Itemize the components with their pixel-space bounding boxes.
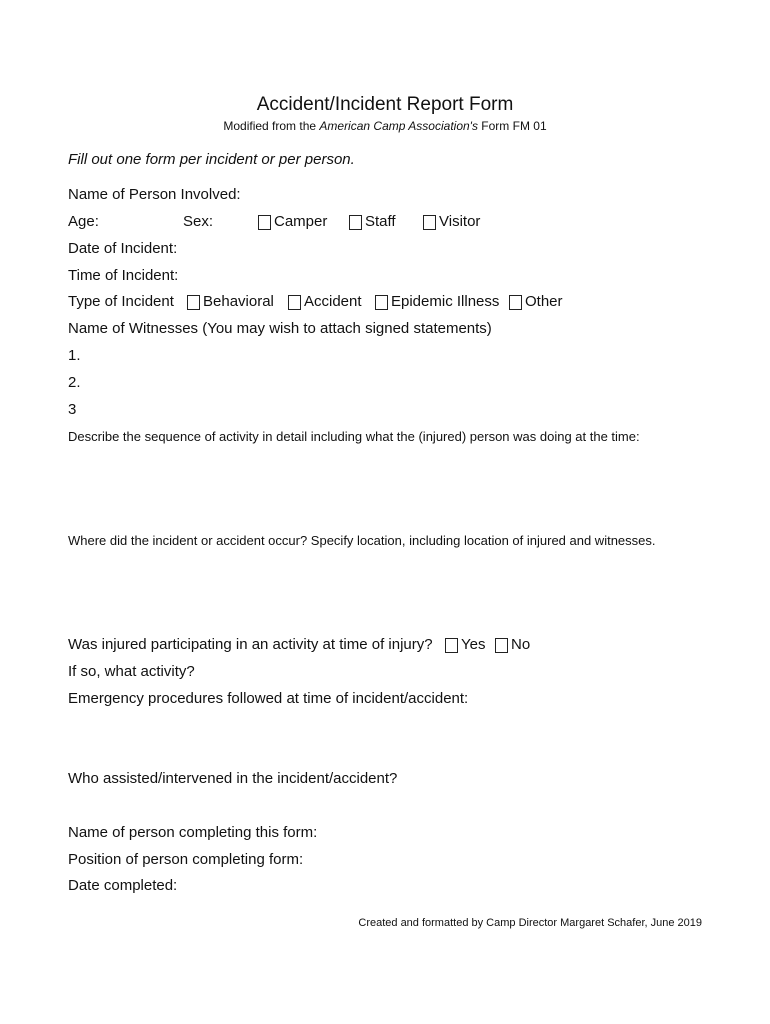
epidemic-illness-checkbox[interactable] [375,295,388,310]
form-title: Accident/Incident Report Form [256,94,514,115]
subtitle-source: American Camp Association's [319,119,478,133]
type-incident-label: Type of Incident [68,293,174,310]
yes-checkbox[interactable] [445,638,458,653]
accident-label: Accident [304,293,362,310]
no-option[interactable] [495,636,530,654]
other-checkbox[interactable] [509,295,522,310]
no-checkbox[interactable] [495,638,508,653]
sex-label: Sex: [183,213,214,230]
visitor-label: Visitor [439,213,481,230]
other-label: Other [525,293,563,310]
staff-label: Staff [365,213,396,230]
subtitle-prefix: Modified from the [223,119,320,133]
subtitle-suffix: Form FM 01 [477,119,547,133]
describe-sequence-label: Describe the sequence of activity in detail including what the (injured) person was doing at the time: [68,429,640,444]
emergency-procedures-label: Emergency procedures followed at time of incident/accident: [68,690,469,707]
camper-option[interactable] [258,213,327,231]
accident-option[interactable] [288,293,362,311]
other-option[interactable] [509,293,563,311]
form-subtitle [0,118,770,134]
witnesses-label: Name of Witnesses (You may wish to attach signed statements) [68,320,492,337]
visitor-checkbox[interactable] [423,215,436,230]
position-completing-label: Position of person completing form: [68,851,304,868]
who-assisted-label: Who assisted/intervened in the incident/accident? [68,770,398,787]
accident-checkbox[interactable] [288,295,301,310]
witness-number-2: 2. [68,374,81,391]
yes-label: Yes [461,636,486,653]
footer-credit: Created and formatted by Camp Director Margaret Schafer, June 2019 [358,917,702,929]
time-incident-label: Time of Incident: [68,267,179,284]
no-label: No [511,636,531,653]
participating-label: Was injured participating in an activity at time of injury? [68,636,433,653]
instruction-text: Fill out one form per incident or per person. [68,151,355,168]
if-so-activity-label: If so, what activity? [68,663,195,680]
behavioral-label: Behavioral [203,293,274,310]
camper-checkbox[interactable] [258,215,271,230]
witness-number-1: 1. [68,347,81,364]
staff-checkbox[interactable] [349,215,362,230]
behavioral-checkbox[interactable] [187,295,200,310]
camper-label: Camper [274,213,328,230]
name-involved-label: Name of Person Involved: [68,186,241,203]
date-incident-label: Date of Incident: [68,240,178,257]
age-label: Age: [68,213,99,230]
epidemic-illness-label: Epidemic Illness [391,293,500,310]
behavioral-option[interactable] [187,293,274,311]
epidemic-illness-option[interactable] [375,293,499,311]
witness-number-3: 3 [68,401,77,418]
where-occur-label: Where did the incident or accident occur? Specify location, including location of injured and witnesses. [68,533,656,548]
staff-option[interactable] [349,213,396,231]
visitor-option[interactable] [423,213,480,231]
yes-option[interactable] [445,636,485,654]
name-completing-label: Name of person completing this form: [68,824,318,841]
date-completed-label: Date completed: [68,877,178,894]
